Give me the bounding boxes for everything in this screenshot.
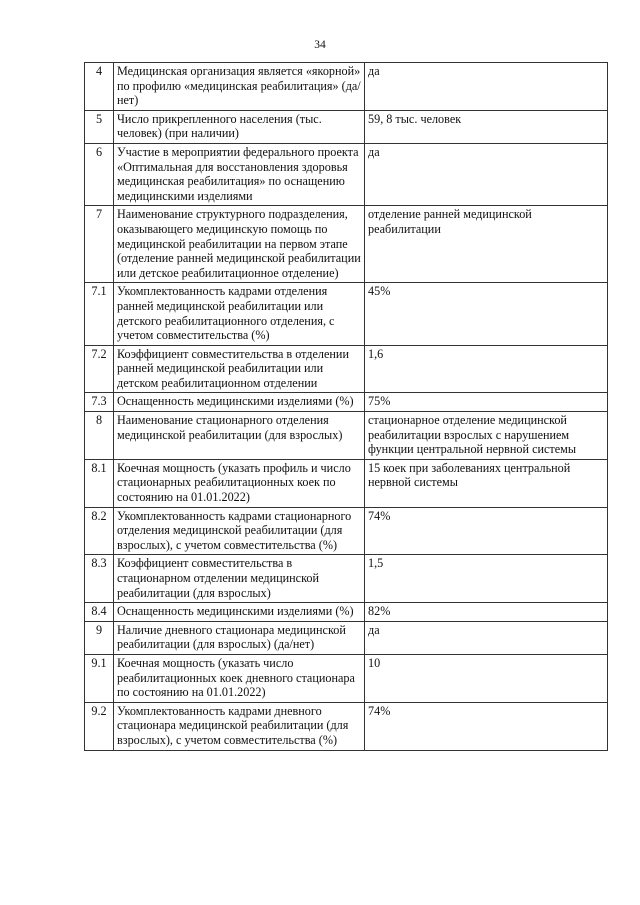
row-number: 8 xyxy=(85,412,114,460)
table-row xyxy=(85,603,608,622)
table-row xyxy=(85,621,608,654)
row-number: 9.1 xyxy=(85,654,114,702)
row-indicator: Наименование структурного подразделения, оказывающего медицинскую помощь по медицинской реабилитации на первом этапе (отделение ранней медицинской реабилитации или детское реабилитационное отделение) xyxy=(114,206,365,283)
row-value: отделение ранней медицинской реабилитации xyxy=(365,206,608,283)
row-number: 8.2 xyxy=(85,507,114,555)
table-row xyxy=(85,555,608,603)
row-value: 45% xyxy=(365,283,608,345)
row-value: 74% xyxy=(365,507,608,555)
table-row xyxy=(85,143,608,205)
row-number: 7.2 xyxy=(85,345,114,393)
row-number: 8.1 xyxy=(85,459,114,507)
row-indicator: Коэффициент совместительства в стационарном отделении медицинской реабилитации (для взрослых) xyxy=(114,555,365,603)
row-number: 7.3 xyxy=(85,393,114,412)
row-indicator: Наименование стационарного отделения медицинской реабилитации (для взрослых) xyxy=(114,412,365,460)
table-row xyxy=(85,412,608,460)
row-value: 10 xyxy=(365,654,608,702)
row-number: 9.2 xyxy=(85,702,114,750)
row-indicator: Участие в мероприятии федерального проекта «Оптимальная для восстановления здоровья медицинская реабилитация» по оснащению медицинскими изделиями xyxy=(114,143,365,205)
row-value: 59, 8 тыс. человек xyxy=(365,110,608,143)
table-row xyxy=(85,507,608,555)
row-indicator: Коечная мощность (указать профиль и число стационарных реабилитационных коек по состоянию на 01.01.2022) xyxy=(114,459,365,507)
row-indicator: Укомплектованность кадрами отделения ранней медицинской реабилитации или детского реабилитационного отделения, с учетом совместительства (%) xyxy=(114,283,365,345)
table-row xyxy=(85,393,608,412)
row-number: 6 xyxy=(85,143,114,205)
row-indicator: Число прикрепленного населения (тыс. человек) (при наличии) xyxy=(114,110,365,143)
row-indicator: Коечная мощность (указать число реабилитационных коек дневного стационара по состоянию на 01.01.2022) xyxy=(114,654,365,702)
row-number: 4 xyxy=(85,63,114,111)
row-number: 9 xyxy=(85,621,114,654)
table-row xyxy=(85,63,608,111)
row-value: 74% xyxy=(365,702,608,750)
row-number: 8.3 xyxy=(85,555,114,603)
row-value: да xyxy=(365,63,608,111)
row-indicator: Медицинская организация является «якорной» по профилю «медицинская реабилитация» (да/нет) xyxy=(114,63,365,111)
row-value: да xyxy=(365,621,608,654)
table-row xyxy=(85,345,608,393)
table-row xyxy=(85,654,608,702)
row-number: 7.1 xyxy=(85,283,114,345)
row-number: 8.4 xyxy=(85,603,114,622)
row-value: стационарное отделение медицинской реабилитации взрослых с нарушением функции центральной нервной системы xyxy=(365,412,608,460)
row-indicator: Наличие дневного стационара медицинской реабилитации (для взрослых) (да/нет) xyxy=(114,621,365,654)
table-row xyxy=(85,110,608,143)
row-indicator: Оснащенность медицинскими изделиями (%) xyxy=(114,603,365,622)
table-row xyxy=(85,459,608,507)
row-value: да xyxy=(365,143,608,205)
row-indicator: Оснащенность медицинскими изделиями (%) xyxy=(114,393,365,412)
data-table xyxy=(84,62,608,751)
row-indicator: Коэффициент совместительства в отделении ранней медицинской реабилитации или детском реабилитационном отделении xyxy=(114,345,365,393)
table-row xyxy=(85,702,608,750)
page-number: 34 xyxy=(314,39,326,51)
row-value: 75% xyxy=(365,393,608,412)
row-number: 7 xyxy=(85,206,114,283)
row-value: 1,6 xyxy=(365,345,608,393)
row-indicator: Укомплектованность кадрами дневного стационара медицинской реабилитации (для взрослых), с учетом совместительства (%) xyxy=(114,702,365,750)
table-row xyxy=(85,206,608,283)
row-indicator: Укомплектованность кадрами стационарного отделения медицинской реабилитации (для взрослых), с учетом совместительства (%) xyxy=(114,507,365,555)
table-row xyxy=(85,283,608,345)
row-value: 15 коек при заболеваниях центральной нервной системы xyxy=(365,459,608,507)
row-value: 82% xyxy=(365,603,608,622)
row-number: 5 xyxy=(85,110,114,143)
row-value: 1,5 xyxy=(365,555,608,603)
